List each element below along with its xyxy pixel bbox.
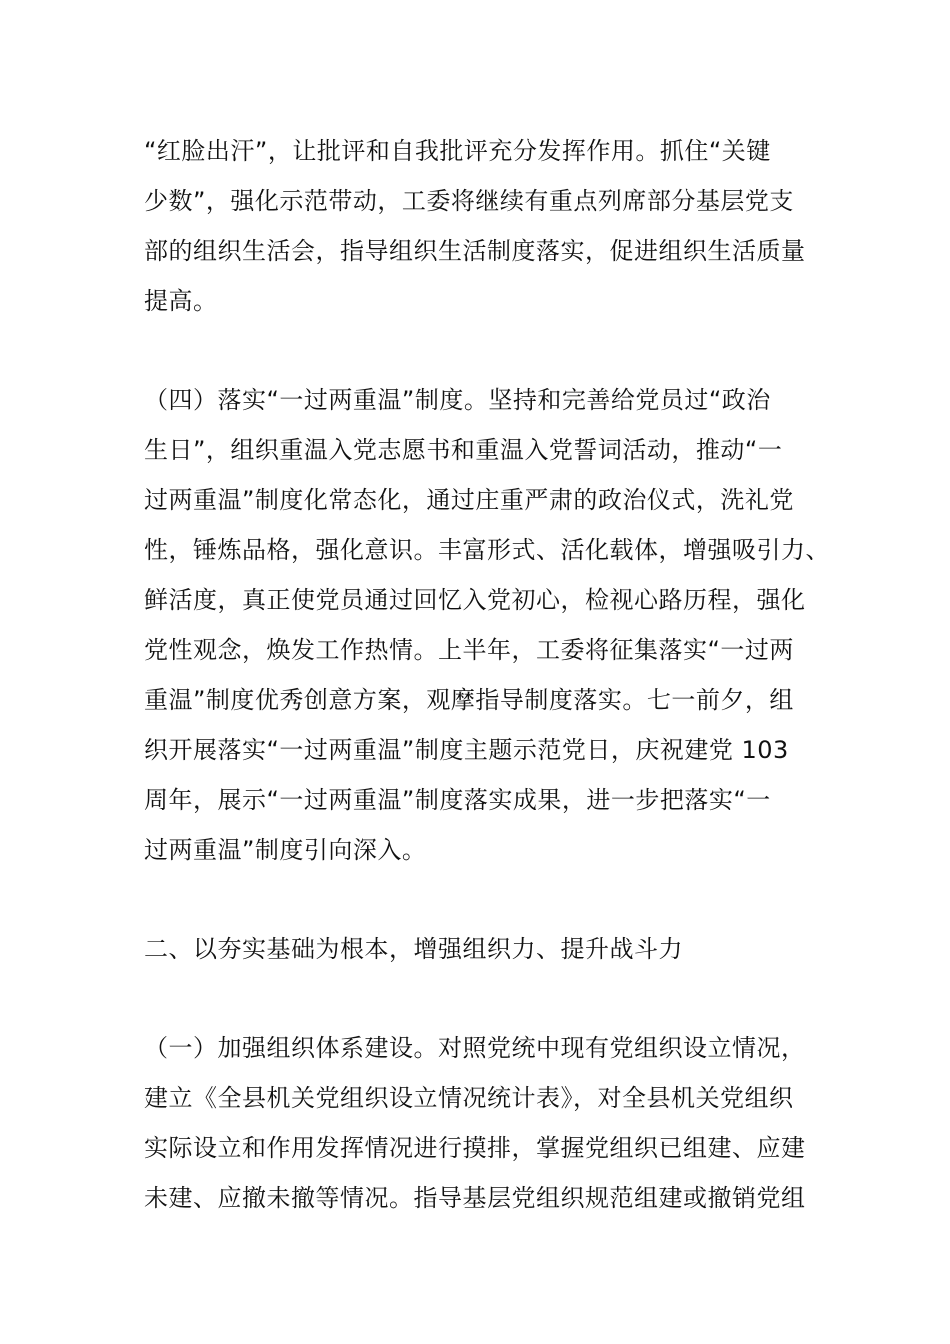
paragraph-line: 周年，展示“一过两重温”制度落实成果，进一步把落实“一 [144, 786, 771, 814]
paragraph-line: 部的组织生活会，指导组织生活制度落实，促进组织生活质量 [144, 237, 806, 265]
paragraph-line: 党性观念，焕发工作热情。上半年，工委将征集落实“一过两 [144, 636, 794, 664]
paragraph-line: （四）落实“一过两重温”制度。坚持和完善给党员过“政治 [144, 386, 771, 414]
paragraph-line: （一）加强组织体系建设。对照党统中现有党组织设立情况， [144, 1034, 806, 1062]
paragraph-line: 性，锤炼品格，强化意识。丰富形式、活化载体，增强吸引力、 [144, 536, 830, 564]
paragraph-line: 未建、应撤未撤等情况。指导基层党组织规范组建或撤销党组 [144, 1184, 806, 1212]
paragraph-line: “红脸出汗”，让批评和自我批评充分发挥作用。抓住“关键 [144, 137, 771, 165]
paragraph-line: 提高。 [144, 287, 218, 315]
paragraph-line: 建立《全县机关党组织设立情况统计表》，对全县机关党组织 [144, 1084, 794, 1112]
paragraph-line: 重温”制度优秀创意方案，观摩指导制度落实。七一前夕，组 [144, 686, 794, 714]
paragraph-line: 实际设立和作用发挥情况进行摸排，掌握党组织已组建、应建 [144, 1134, 806, 1162]
paragraph-line: 织开展落实“一过两重温”制度主题示范党日，庆祝建党 103 [144, 736, 789, 764]
paragraph-line: 鲜活度，真正使党员通过回忆入党初心，检视心路历程，强化 [144, 586, 806, 614]
paragraph-line: 生日”，组织重温入党志愿书和重温入党誓词活动，推动“一 [144, 436, 783, 464]
section-heading: 二、以夯实基础为根本，增强组织力、提升战斗力 [144, 935, 683, 963]
paragraph-line: 过两重温”制度化常态化，通过庄重严肃的政治仪式，洗礼党 [144, 486, 794, 514]
paragraph-line: 过两重温”制度引向深入。 [144, 836, 427, 864]
paragraph-line: 少数”，强化示范带动，工委将继续有重点列席部分基层党支 [144, 187, 794, 215]
